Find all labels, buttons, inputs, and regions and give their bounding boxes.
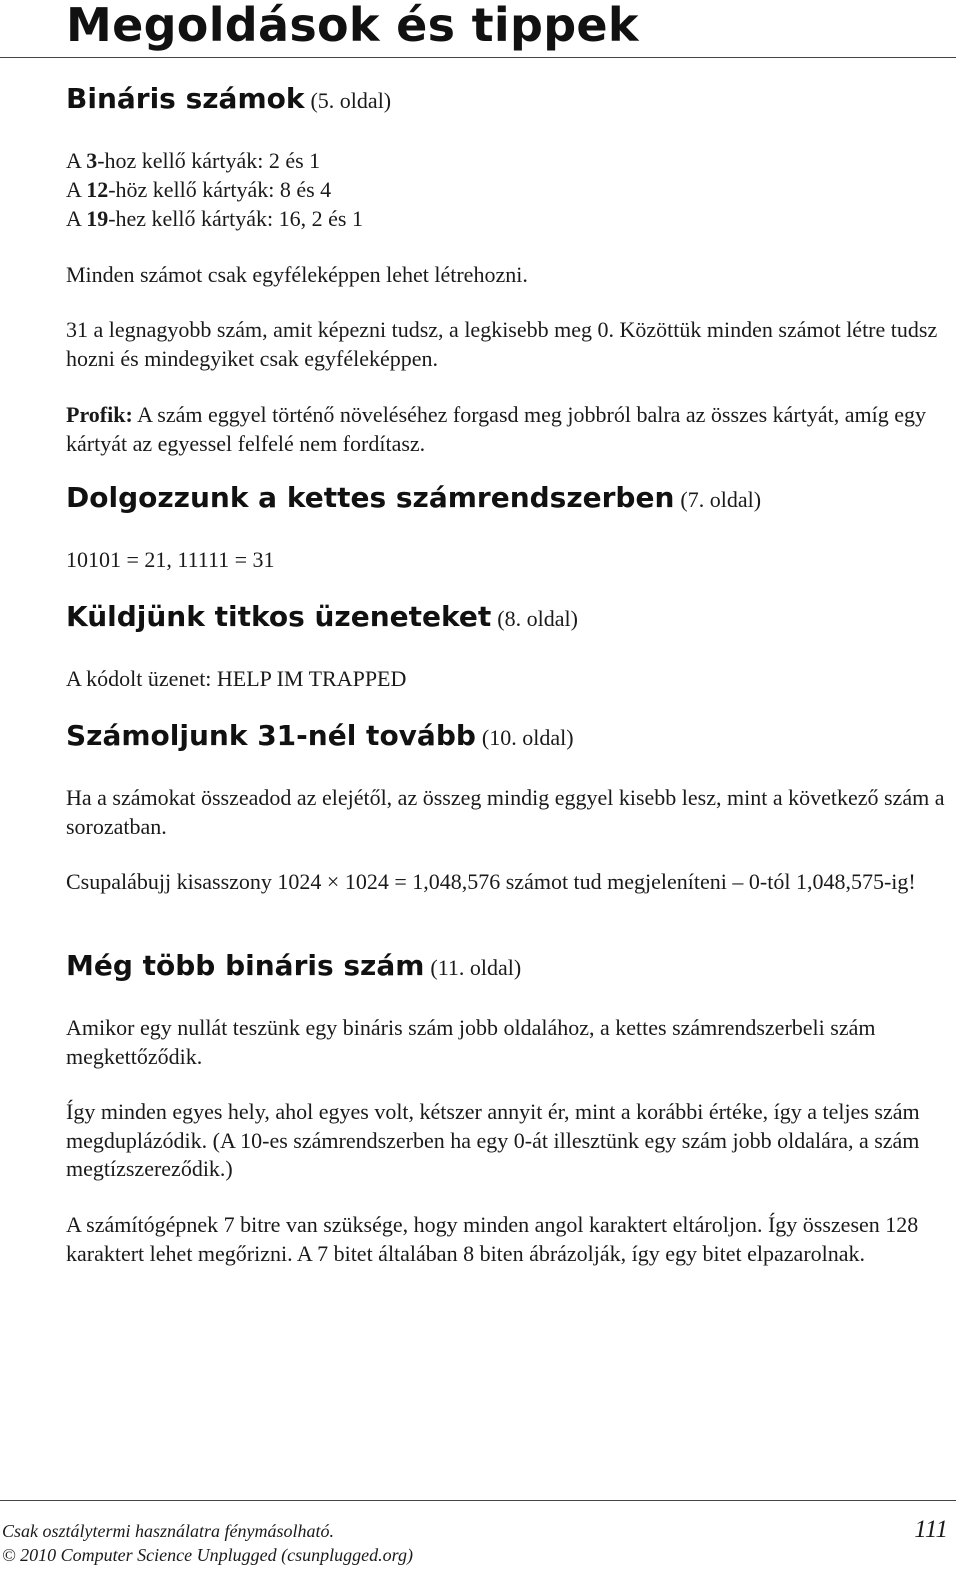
cards-answer-19: A 19-hez kellő kártyák: 16, 2 és 1 [66,206,363,231]
append-zero-text: Amikor egy nullát teszünk egy bináris szám jobb oldalához, a kettes számrendszerbeli szám megkettőződik. [66,1015,876,1069]
title-divider [0,57,956,58]
page-title: Megoldások és tippek [66,0,639,52]
toes-count-text: Csupalábujj kisasszony 1024 × 1024 = 1,048,576 számot tud megjeleníteni – 0-tól 1,048,575-ig! [66,869,916,894]
decoded-message-text: A kódolt üzenet: HELP IM TRAPPED [66,666,407,691]
doubling-explanation-text: Így minden egyes hely, ahol egyes volt, kétszer annyit ér, mint a korábbi értéke, így a teljes szám megduplázódik. (A 10-es számrendszerben ha egy 0-át illesztünk egy szám jobb oldalára, a szám megtízszereződik.) [66,1099,920,1181]
page-reference: (8. oldal) [497,606,578,631]
footer-divider [0,1500,956,1501]
number-range-text: 31 a legnagyobb szám, amit képezni tudsz, a legkisebb meg 0. Közöttük minden számot létre tudsz hozni és mindegyiket csak egyféleképpen. [66,317,938,371]
section-title: Bináris számok [66,82,305,115]
section-title: Küldjünk titkos üzeneteket [66,600,492,633]
section-heading-secret-messages [66,600,578,633]
copyright-notice: © 2010 Computer Science Unplugged (csunplugged.org) [2,1545,413,1565]
pro-tip-text: Profik: A szám eggyel történő növeléséhez forgasd meg jobbról balra az összes kártyát, amíg egy kártyát az egyessel felfelé nem fordítasz. [66,402,926,456]
page-reference: (11. oldal) [430,955,522,980]
unique-representation-text: Minden számot csak egyféleképpen lehet létrehozni. [66,262,528,287]
page-reference: (5. oldal) [310,88,392,113]
sum-explanation-text: Ha a számokat összeadod az elejétől, az összeg mindig eggyel kisebb lesz, mint a következő szám a sorozatban. [66,785,945,839]
section-heading-counting-past-31 [66,719,574,752]
section-heading-binary-numbers [66,82,391,115]
section-title: Dolgozzunk a kettes számrendszerben [66,481,675,514]
section-title: Számoljunk 31-nél tovább [66,719,476,752]
page-reference: (7. oldal) [680,487,762,512]
section-heading-binary-system [66,481,761,514]
page-reference: (10. oldal) [481,725,574,750]
cards-answer-3: A 3-hoz kellő kártyák: 2 és 1 [66,148,321,173]
binary-conversion-answer: 10101 = 21, 11111 = 31 [66,547,275,572]
section-heading-more-binary [66,949,521,982]
pro-tip-label: Profik: [66,402,133,427]
section-title: Még több bináris szám [66,949,425,982]
cards-answer-12: A 12-höz kellő kártyák: 8 és 4 [66,177,332,202]
copy-notice: Csak osztálytermi használatra fénymásolható. [2,1521,334,1541]
page-number: 111 [914,1516,948,1543]
ascii-bits-text: A számítógépnek 7 bitre van szüksége, hogy minden angol karaktert eltároljon. Így összesen 128 karaktert lehet megőrizni. A 7 bitet általában 8 biten ábrázolják, így egy bitet elpazarolnak. [66,1212,919,1266]
